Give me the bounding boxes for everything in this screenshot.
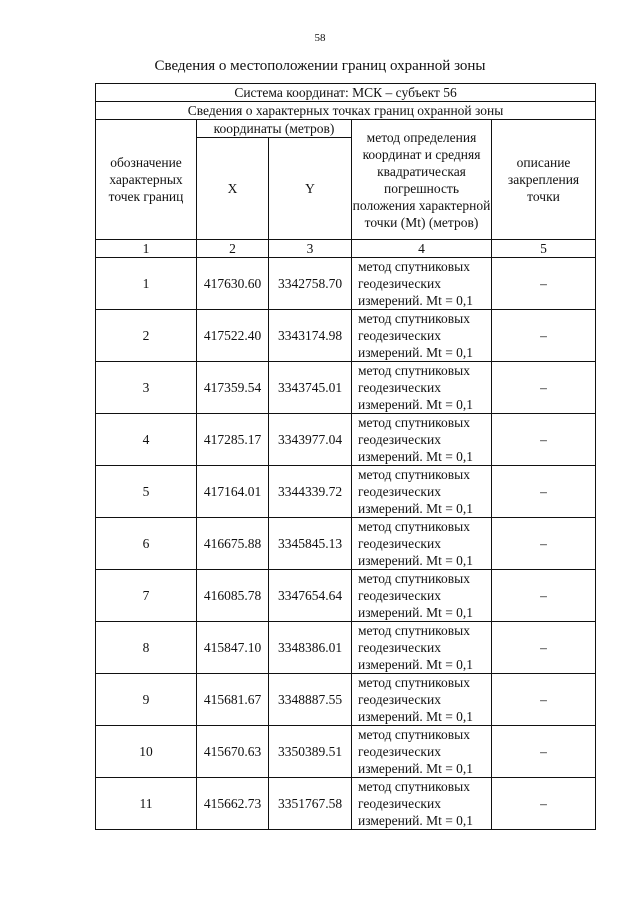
point-number-cell: 5: [96, 466, 197, 518]
table-row: [96, 570, 596, 622]
y-coordinate-cell: 3343745.01: [269, 362, 352, 414]
y-coordinate-cell: 3344339.72: [269, 466, 352, 518]
method-cell: метод спутниковых геодезических измерений. Mt = 0,1: [352, 362, 492, 414]
header-method: метод определения координат и средняя квадратическая погрешность положения характерной точки (Mt) (метров): [352, 120, 492, 240]
x-coordinate-cell: 415662.73: [197, 778, 269, 830]
point-number-cell: 3: [96, 362, 197, 414]
x-coordinate-cell: 417630.60: [197, 258, 269, 310]
fixing-cell: –: [492, 622, 596, 674]
point-number-cell: 11: [96, 778, 197, 830]
method-cell: метод спутниковых геодезических измерений. Mt = 0,1: [352, 570, 492, 622]
point-number-cell: 8: [96, 622, 197, 674]
column-number: 4: [352, 240, 492, 258]
fixing-cell: –: [492, 414, 596, 466]
x-coordinate-cell: 417285.17: [197, 414, 269, 466]
y-coordinate-cell: 3348386.01: [269, 622, 352, 674]
page-heading: Сведения о местоположении границ охранной зоны: [154, 58, 486, 74]
y-coordinate-cell: 3347654.64: [269, 570, 352, 622]
point-number-cell: 10: [96, 726, 197, 778]
method-cell: метод спутниковых геодезических измерений. Mt = 0,1: [352, 466, 492, 518]
table-row: [96, 258, 596, 310]
boundary-points-table: [95, 83, 596, 830]
method-cell: метод спутниковых геодезических измерений. Mt = 0,1: [352, 622, 492, 674]
fixing-cell: –: [492, 466, 596, 518]
table-row: [96, 778, 596, 830]
method-cell: метод спутниковых геодезических измерений. Mt = 0,1: [352, 258, 492, 310]
section-title: Сведения о характерных точках границ охранной зоны: [96, 102, 596, 120]
point-number-cell: 6: [96, 518, 197, 570]
y-coordinate-cell: 3343174.98: [269, 310, 352, 362]
fixing-cell: –: [492, 570, 596, 622]
point-number-cell: 9: [96, 674, 197, 726]
table-row: [96, 362, 596, 414]
x-coordinate-cell: 417522.40: [197, 310, 269, 362]
fixing-cell: –: [492, 362, 596, 414]
table-row: [96, 466, 596, 518]
x-coordinate-cell: 416675.88: [197, 518, 269, 570]
point-number-cell: 4: [96, 414, 197, 466]
page-number: 58: [314, 32, 326, 44]
y-coordinate-cell: 3348887.55: [269, 674, 352, 726]
table-row: [96, 310, 596, 362]
x-coordinate-cell: 415847.10: [197, 622, 269, 674]
header-x: X: [197, 138, 269, 240]
x-coordinate-cell: 415670.63: [197, 726, 269, 778]
y-coordinate-cell: 3350389.51: [269, 726, 352, 778]
column-number: 5: [492, 240, 596, 258]
point-number-cell: 7: [96, 570, 197, 622]
fixing-cell: –: [492, 778, 596, 830]
table-row: [96, 518, 596, 570]
fixing-cell: –: [492, 726, 596, 778]
column-number: 1: [96, 240, 197, 258]
y-coordinate-cell: 3342758.70: [269, 258, 352, 310]
y-coordinate-cell: 3343977.04: [269, 414, 352, 466]
point-number-cell: 1: [96, 258, 197, 310]
header-y: Y: [269, 138, 352, 240]
fixing-cell: –: [492, 310, 596, 362]
header-fixing: описание закрепления точки: [492, 120, 596, 240]
coord-system-caption: Система координат: МСК – субъект 56: [96, 84, 596, 102]
y-coordinate-cell: 3351767.58: [269, 778, 352, 830]
table-row: [96, 726, 596, 778]
x-coordinate-cell: 416085.78: [197, 570, 269, 622]
fixing-cell: –: [492, 674, 596, 726]
y-coordinate-cell: 3345845.13: [269, 518, 352, 570]
header-coordinates: координаты (метров): [197, 120, 352, 138]
method-cell: метод спутниковых геодезических измерений. Mt = 0,1: [352, 778, 492, 830]
column-number: 3: [269, 240, 352, 258]
method-cell: метод спутниковых геодезических измерений. Mt = 0,1: [352, 674, 492, 726]
point-number-cell: 2: [96, 310, 197, 362]
table-row: [96, 622, 596, 674]
column-number: 2: [197, 240, 269, 258]
header-designation: обозначение характерных точек границ: [96, 120, 197, 240]
table-row: [96, 414, 596, 466]
x-coordinate-cell: 415681.67: [197, 674, 269, 726]
x-coordinate-cell: 417164.01: [197, 466, 269, 518]
column-number-row: [96, 240, 596, 258]
fixing-cell: –: [492, 258, 596, 310]
method-cell: метод спутниковых геодезических измерений. Mt = 0,1: [352, 518, 492, 570]
table-row: [96, 674, 596, 726]
method-cell: метод спутниковых геодезических измерений. Mt = 0,1: [352, 310, 492, 362]
method-cell: метод спутниковых геодезических измерений. Mt = 0,1: [352, 726, 492, 778]
method-cell: метод спутниковых геодезических измерений. Mt = 0,1: [352, 414, 492, 466]
fixing-cell: –: [492, 518, 596, 570]
x-coordinate-cell: 417359.54: [197, 362, 269, 414]
